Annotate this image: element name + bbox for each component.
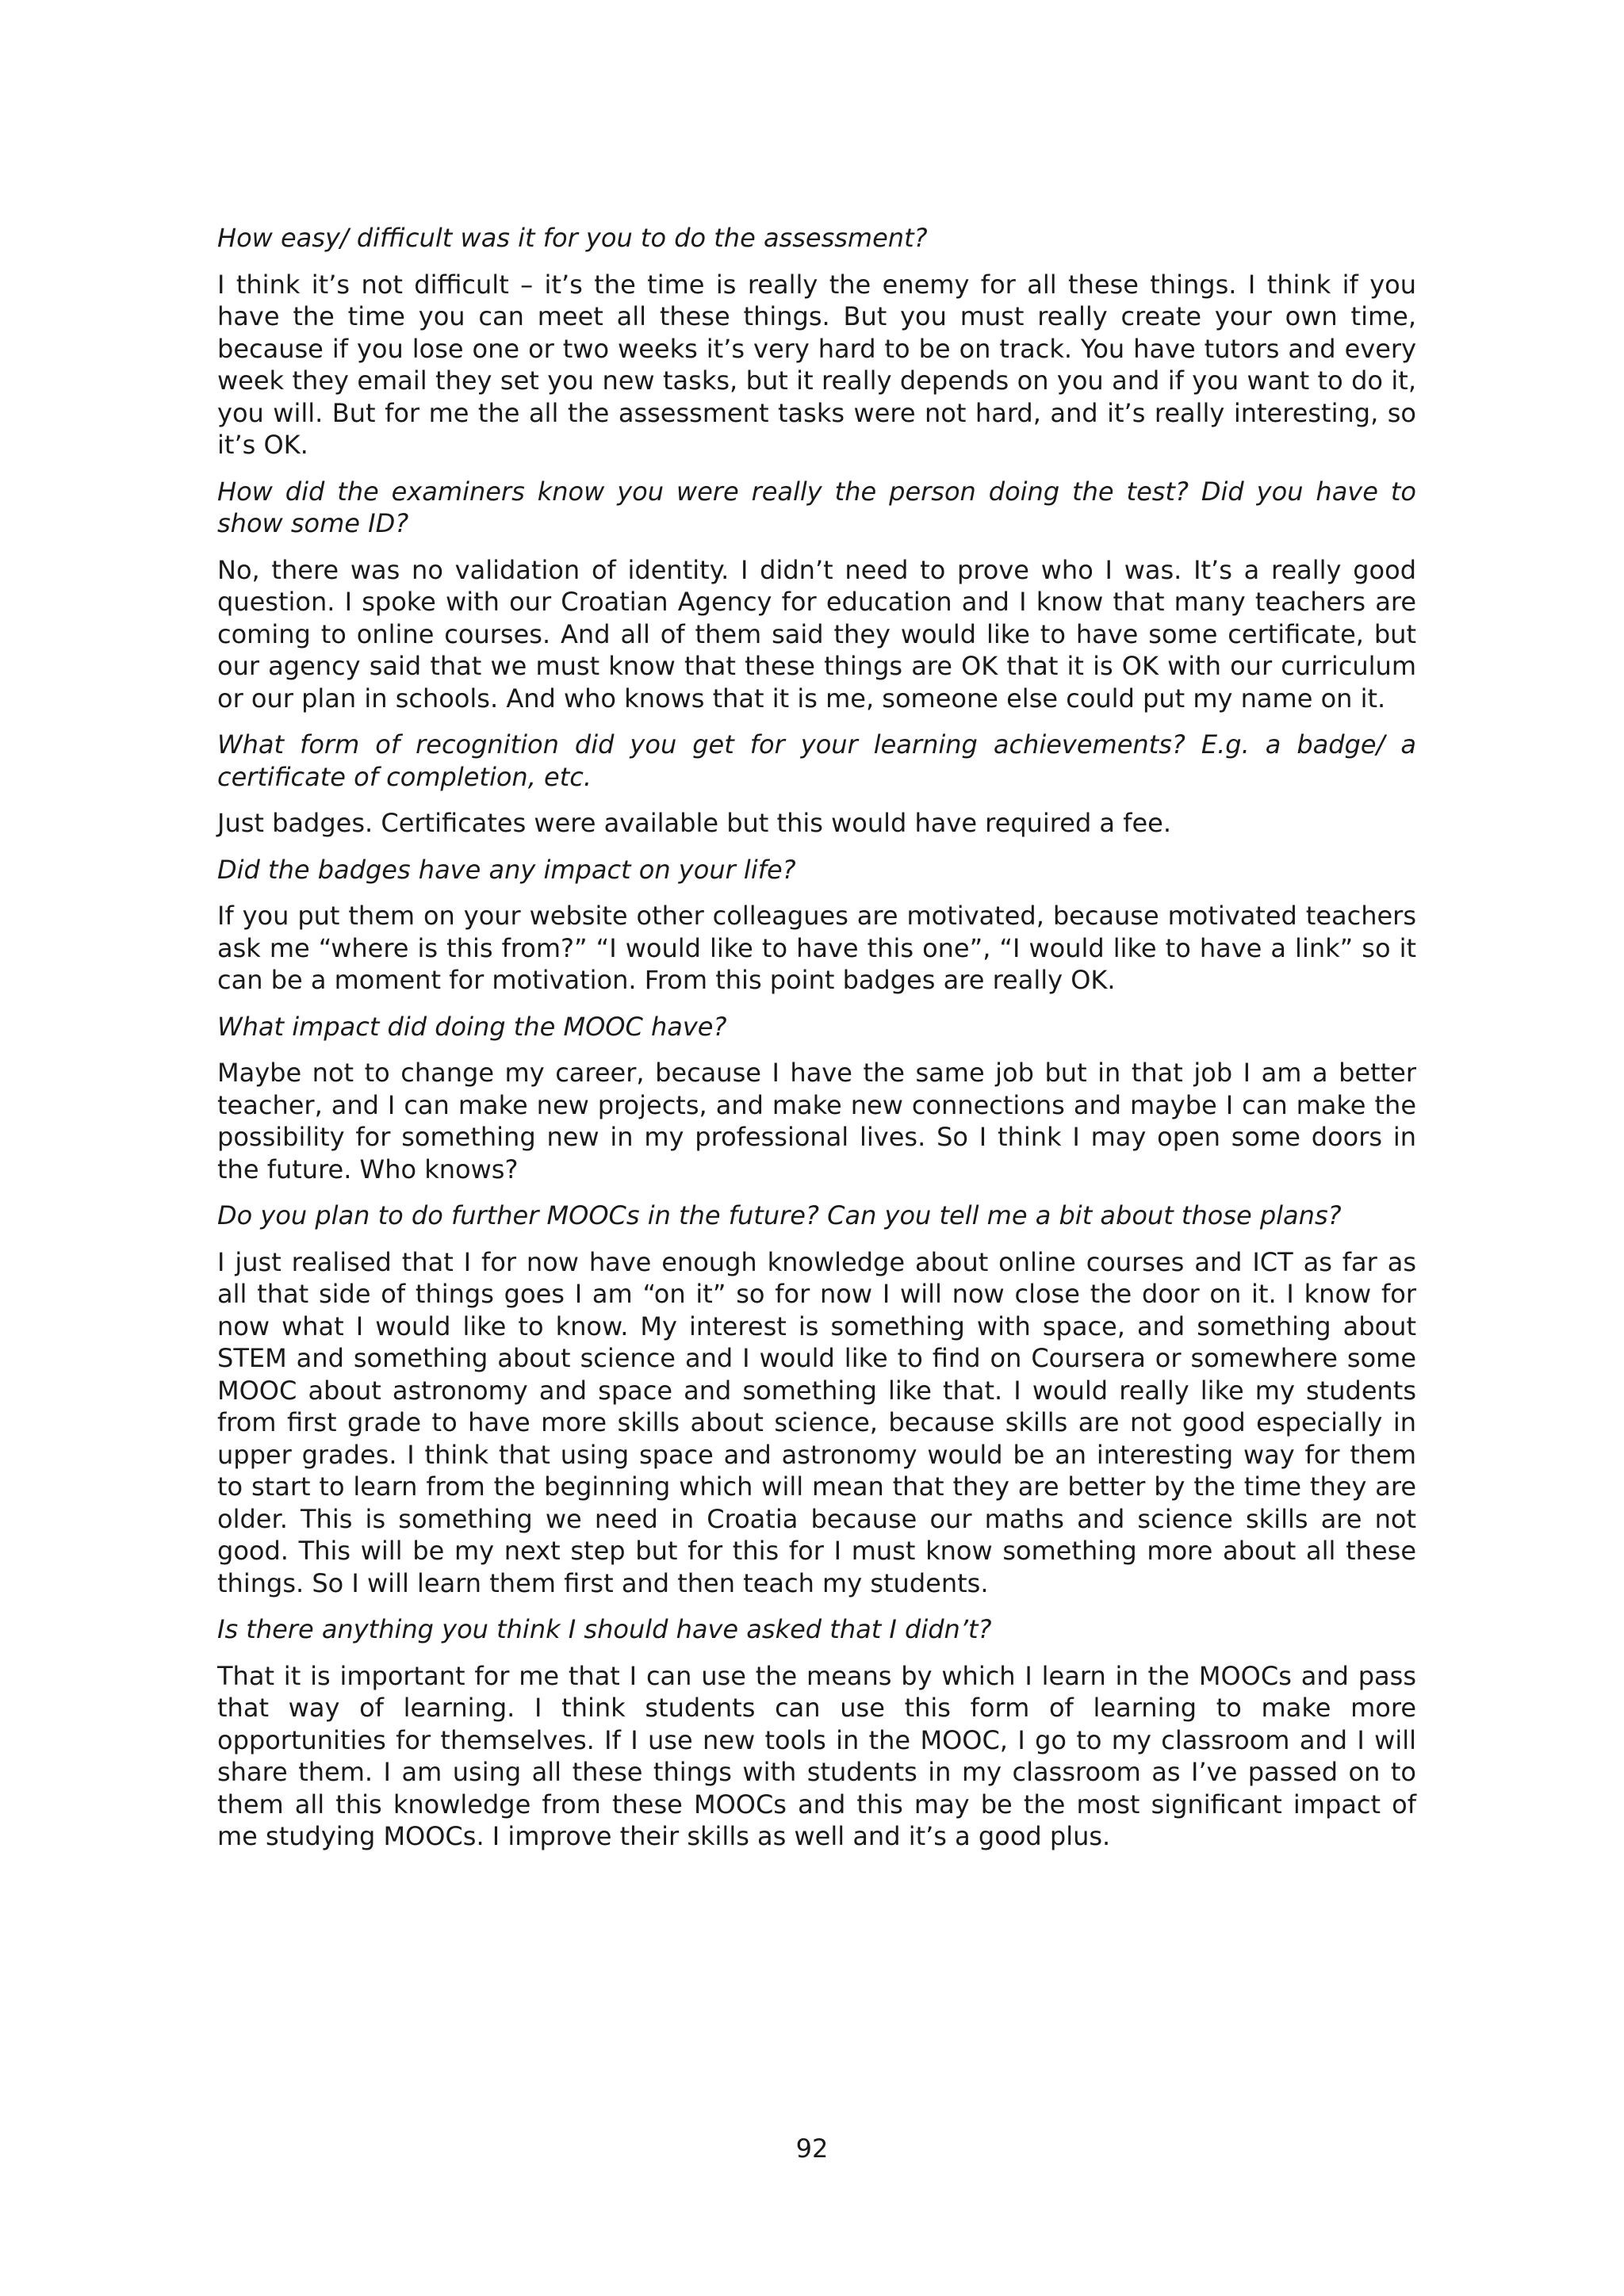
interview-answer: I just realised that I for now have enough knowledge about online courses and ICT as far as all that side of things goes I am “on it” so for now I will now close the door on it. I know for now what I would like to know. My interest is something with space, and something about STEM and something about science and I would like to find on Coursera or somewhere some MOOC about astronomy and space and something like that. I would really like my students from first grade to have more skills about science, because skills are not good especially in upper grades. I think that using space and astronomy would be an interesting way for them to start to learn from the beginning which will mean that they are better by the time they are older. This is something we need in Croatia because our maths and science skills are not good. This will be my next step but for this for I must know something more about all these things. So I will learn them first and then teach my students.	[217, 1246, 1416, 1598]
interview-question: Did the badges have any impact on your life?	[217, 854, 796, 885]
page-body	[217, 222, 1416, 1867]
interview-question: Is there anything you think I should have asked that I didn’t?	[217, 1614, 992, 1644]
interview-question: What impact did doing the MOOC have?	[217, 1011, 727, 1042]
interview-question: How easy/ difficult was it for you to do the assessment?	[217, 223, 928, 253]
interview-answer: Just badges. Certificates were available but this would have required a fee.	[217, 808, 1172, 838]
interview-question: How did the examiners know you were really the person doing the test? Did you have to show some ID?	[217, 476, 1416, 538]
interview-question: Do you plan to do further MOOCs in the future? Can you tell me a bit about those plans?	[217, 1200, 1342, 1230]
interview-question: What form of recognition did you get for your learning achievements? E.g. a badge/ a certificate of completion, etc.	[217, 729, 1416, 792]
interview-answer: Maybe not to change my career, because I have the same job but in that job I am a better teacher, and I can make new projects, and make new connections and maybe I can make the possibility for something new in my professional lives. So I think I may open some doors in the future. Who knows?	[217, 1058, 1416, 1184]
interview-answer: I think it’s not difficult – it’s the time is really the enemy for all these things. I think if you have the time you can meet all these things. But you must really create your own time, because if you lose one or two weeks it’s very hard to be on track. You have tutors and every week they email they set you new tasks, but it really depends on you and if you want to do it, you will. But for me the all the assessment tasks were not hard, and it’s really interesting, so it’s OK.	[217, 269, 1416, 460]
page-number: 92	[795, 2133, 829, 2164]
interview-answer: No, there was no validation of identity. I didn’t need to prove who I was. It’s a really good question. I spoke with our Croatian Agency for education and I know that many teachers are coming to online courses. And all of them said they would like to have some certificate, but our agency said that we must know that these things are OK that it is OK with our curriculum or our plan in schools. And who knows that it is me, someone else could put my name on it.	[217, 554, 1416, 714]
interview-answer: If you put them on your website other colleagues are motivated, because motivated teachers ask me “where is this from?” “I would like to have this one”, “I would like to have a link” so it can be a moment for motivation. From this point badges are really OK.	[217, 901, 1416, 995]
interview-answer: That it is important for me that I can use the means by which I learn in the MOOCs and pass that way of learning. I think students can use this form of learning to make more opportunities for themselves. If I use new tools in the MOOC, I go to my classroom and I will share them. I am using all these things with students in my classroom as I’ve passed on to them all this knowledge from these MOOCs and this may be the most significant impact of me studying MOOCs. I improve their skills as well and it’s a good plus.	[217, 1660, 1416, 1851]
